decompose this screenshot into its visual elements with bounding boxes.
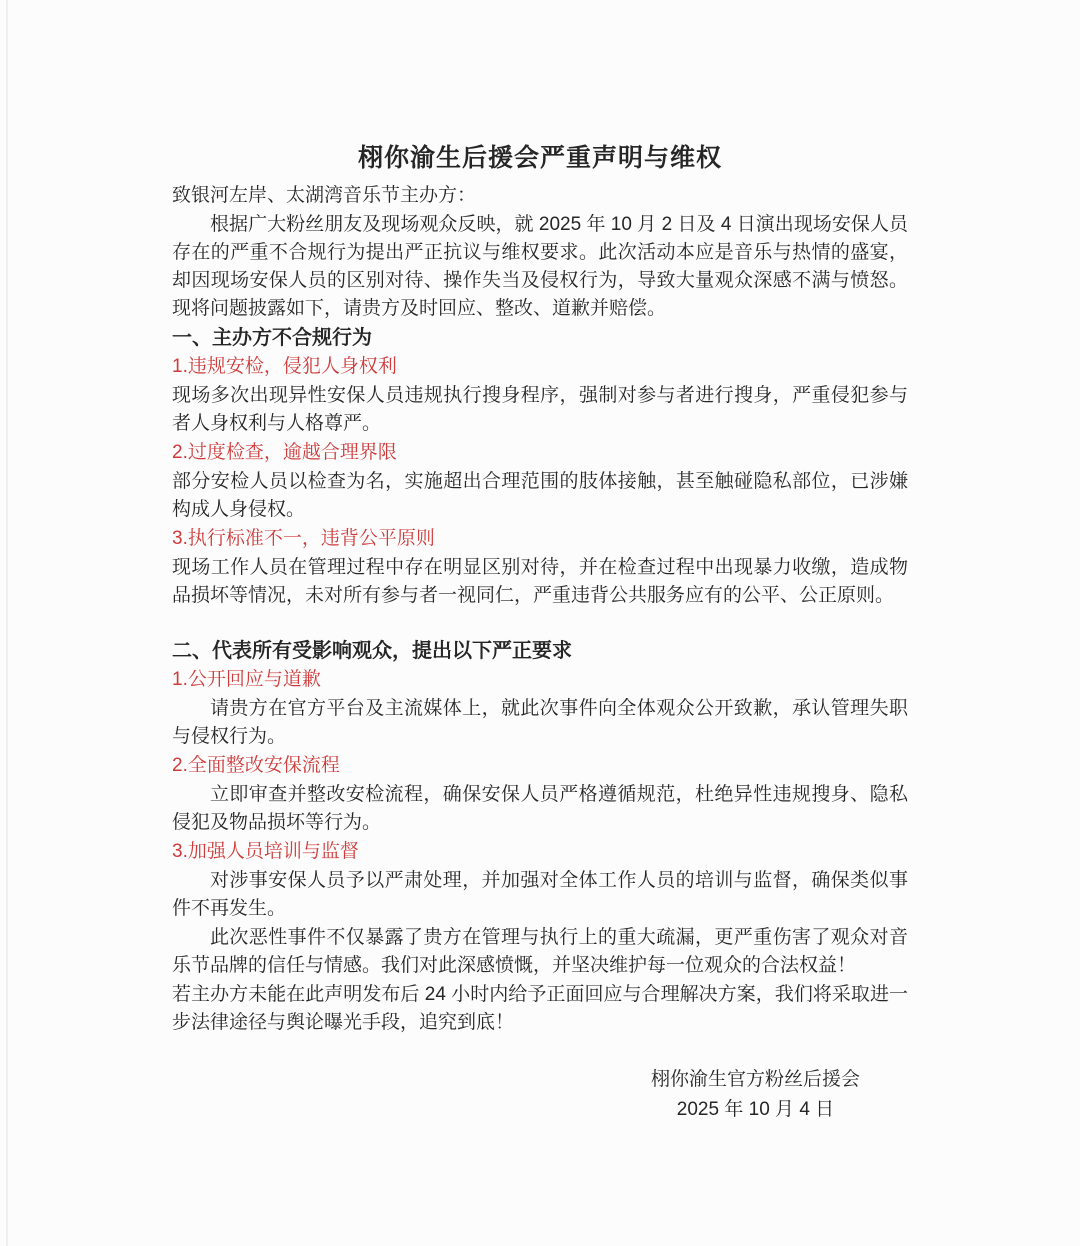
section-2-item-1-subheading: 1.公开回应与道歉: [172, 669, 321, 690]
signature-org: 栩你渝生官方粉丝后援会: [650, 1069, 860, 1090]
closing-paragraph-1: 此次恶性事件不仅暴露了贵方在管理与执行上的重大疏漏，更严重伤害了观众对音乐节品牌的信任与情感。我们对此深感愤慨，并坚决维护每一位观众的合法权益！: [172, 927, 908, 976]
section-2-item-2-subheading: 2.全面整改安保流程: [172, 755, 340, 776]
signature-date: 2025 年 10 月 4 日: [676, 1099, 835, 1120]
section-2-item-1-body: 请贵方在官方平台及主流媒体上，就此次事件向全体观众公开致歉，承认管理失职与侵权行为。: [172, 698, 908, 747]
closing-paragraph-2: 若主办方未能在此声明发布后 24 小时内给予正面回应与合理解决方案，我们将采取进一步法律途径与舆论曝光手段，追究到底！: [172, 984, 908, 1033]
section-1-item-2-body: 部分安检人员以检查为名，实施超出合理范围的肢体接触，甚至触碰隐私部位，已涉嫌构成人身侵权。: [172, 471, 908, 520]
section-1-item-1-body: 现场多次出现异性安保人员违规执行搜身程序，强制对参与者进行搜身，严重侵犯参与者人身权利与人格尊严。: [172, 385, 908, 434]
section-2-item-3-subheading: 3.加强人员培训与监督: [172, 841, 359, 862]
page-edge-line: [6, 0, 8, 1246]
section-1-item-1-subheading: 1.违规安检，侵犯人身权利: [172, 356, 397, 377]
signature-block: [651, 1065, 860, 1125]
section-1-heading: 一、主办方不合规行为: [172, 327, 372, 349]
section-1-item-3-subheading: 3.执行标准不一，违背公平原则: [172, 528, 435, 549]
section-2-item-3-body: 对涉事安保人员予以严肃处理，并加强对全体工作人员的培训与监督，确保类似事件不再发生。: [172, 870, 908, 919]
section-2-heading: 二、代表所有受影响观众，提出以下严正要求: [172, 640, 572, 662]
salutation-line: 致银河左岸、太湖湾音乐节主办方：: [172, 185, 477, 206]
intro-paragraph: 根据广大粉丝朋友及现场观众反映，就 2025 年 10 月 2 日及 4 日演出现场安保人员存在的严重不合规行为提出严正抗议与维权要求。此次活动本应是音乐与热情的盛宴，却因现场安保人员的区别对待、操作失当及侵权行为，导致大量观众深感不满与愤怒。现将问题披露如下，请贵方及时回应、整改、道歉并赔偿。: [172, 214, 908, 319]
document-title: 栩你渝生后援会严重声明与维权: [357, 144, 722, 172]
section-1-item-2-subheading: 2.过度检查，逾越合理界限: [172, 442, 397, 463]
section-1-item-3-body: 现场工作人员在管理过程中存在明显区别对待，并在检查过程中出现暴力收缴，造成物品损坏等情况，未对所有参与者一视同仁，严重违背公共服务应有的公平、公正原则。: [172, 557, 908, 606]
section-2-item-2-body: 立即审查并整改安检流程，确保安保人员严格遵循规范，杜绝异性违规搜身、隐私侵犯及物品损坏等行为。: [172, 784, 908, 833]
